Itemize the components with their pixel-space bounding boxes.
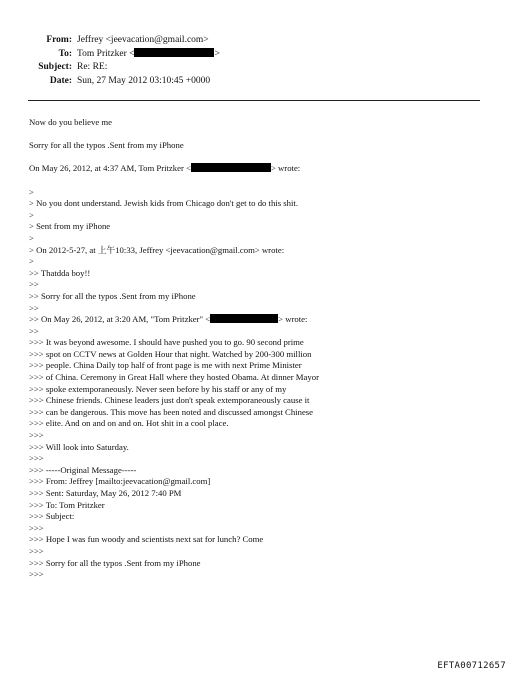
line-gap (29, 129, 499, 141)
subject-label: Subject: (38, 62, 72, 72)
body-line: > (29, 256, 34, 267)
body-line: Now do you believe me (29, 117, 112, 127)
body-line: > (29, 209, 34, 220)
body-line: >>> Subject: (29, 511, 75, 522)
body-line: >>> (29, 569, 44, 580)
quote-intro-suffix: > wrote: (270, 163, 301, 174)
date-value: Sun, 27 May 2012 03:10:45 +0000 (77, 75, 211, 86)
redaction-block (210, 314, 278, 323)
to-suffix: > (214, 48, 220, 59)
body-line: >> (29, 325, 39, 336)
body-line: >>> Hope I was fun woody and scientists next sat for lunch? Come (29, 534, 264, 545)
from-value: Jeffrey <jeevacation@gmail.com> (77, 35, 209, 45)
body-line: >>> Sent: Saturday, May 26, 2012 7:40 PM (29, 488, 182, 498)
body-line: >> Thatdda boy!! (29, 267, 91, 278)
to-value (77, 48, 220, 62)
body-line: >>> can be dangerous. This move has been noted and discussed amongst Chinese (29, 406, 314, 417)
body-line: >>> -----Original Message----- (29, 464, 137, 475)
subject-value: Re: RE: (77, 62, 108, 72)
body-line (29, 163, 499, 175)
body-line: > On 2012-5-27, at 上午10:33, Jeffrey <jeevacation@gmail.com> wrote: (29, 244, 285, 255)
body-line: >>> spoke extemporaneously. Never seen before by his staff or any of my (29, 383, 287, 394)
body-line: > (29, 186, 34, 197)
body-line: >>> (29, 453, 44, 464)
date-label: Date: (49, 75, 72, 86)
body-line: > No you dont understand. Jewish kids from Chicago don't get to do this shit. (29, 198, 299, 209)
from-row (0, 34, 512, 48)
to-prefix: Tom Pritzker < (77, 48, 135, 59)
line-gap (29, 175, 499, 187)
to-label: To: (58, 48, 72, 59)
body-line: >>> It was beyond awesome. I should have pushed you to go. 90 second prime (29, 337, 304, 348)
quote-intro-suffix: > wrote: (278, 314, 308, 325)
body-line (29, 314, 499, 326)
body-line: >>> From: Jeffrey [mailto:jeevacation@gmail.com] (29, 476, 211, 487)
body-line: >>> Will look into Saturday. (29, 441, 129, 452)
body-line: Sorry for all the typos .Sent from my iPhone (29, 140, 184, 151)
from-label: From: (46, 35, 72, 45)
quote-intro-prefix: >> On May 26, 2012, at 3:20 AM, "Tom Pritzker" < (29, 314, 211, 325)
body-line: >>> To: Tom Pritzker (29, 499, 105, 510)
email-header (0, 34, 512, 88)
quote-intro-prefix: On May 26, 2012, at 4:37 AM, Tom Pritzker < (29, 163, 191, 174)
body-line: >>> Chinese friends. Chinese leaders just don't speak extemporaneously cause it (29, 395, 310, 406)
header-divider (28, 100, 480, 101)
body-line: >>> (29, 522, 44, 533)
body-line: >> (29, 302, 39, 313)
body-line: >>> (29, 545, 44, 556)
body-line: >>> elite. And on and on and on. Hot shit in a cool place. (29, 418, 229, 429)
date-row (0, 75, 512, 89)
email-body (29, 117, 499, 581)
body-line: >> Sorry for all the typos .Sent from my iPhone (29, 290, 196, 301)
body-line: > Sent from my iPhone (29, 221, 111, 232)
body-line: >>> spot on CCTV news at Golden Hour that night. Watched by 200-300 million (29, 348, 312, 359)
body-line: >>> Sorry for all the typos .Sent from my iPhone (29, 557, 201, 568)
subject-row (0, 61, 512, 75)
redaction-block (191, 163, 271, 172)
body-line: > (29, 232, 34, 243)
body-line: >> (29, 279, 39, 290)
redaction-block (134, 48, 214, 57)
to-row (0, 48, 512, 62)
document-id: EFTA00712657 (437, 661, 506, 671)
body-line: >>> people. China Daily top half of front page is me with next Prime Minister (29, 360, 302, 371)
body-line: >>> (29, 430, 44, 441)
body-line: >>> of China. Ceremony in Great Hall where they hosted Obama. At dinner Mayor (29, 372, 319, 383)
line-gap (29, 152, 499, 164)
